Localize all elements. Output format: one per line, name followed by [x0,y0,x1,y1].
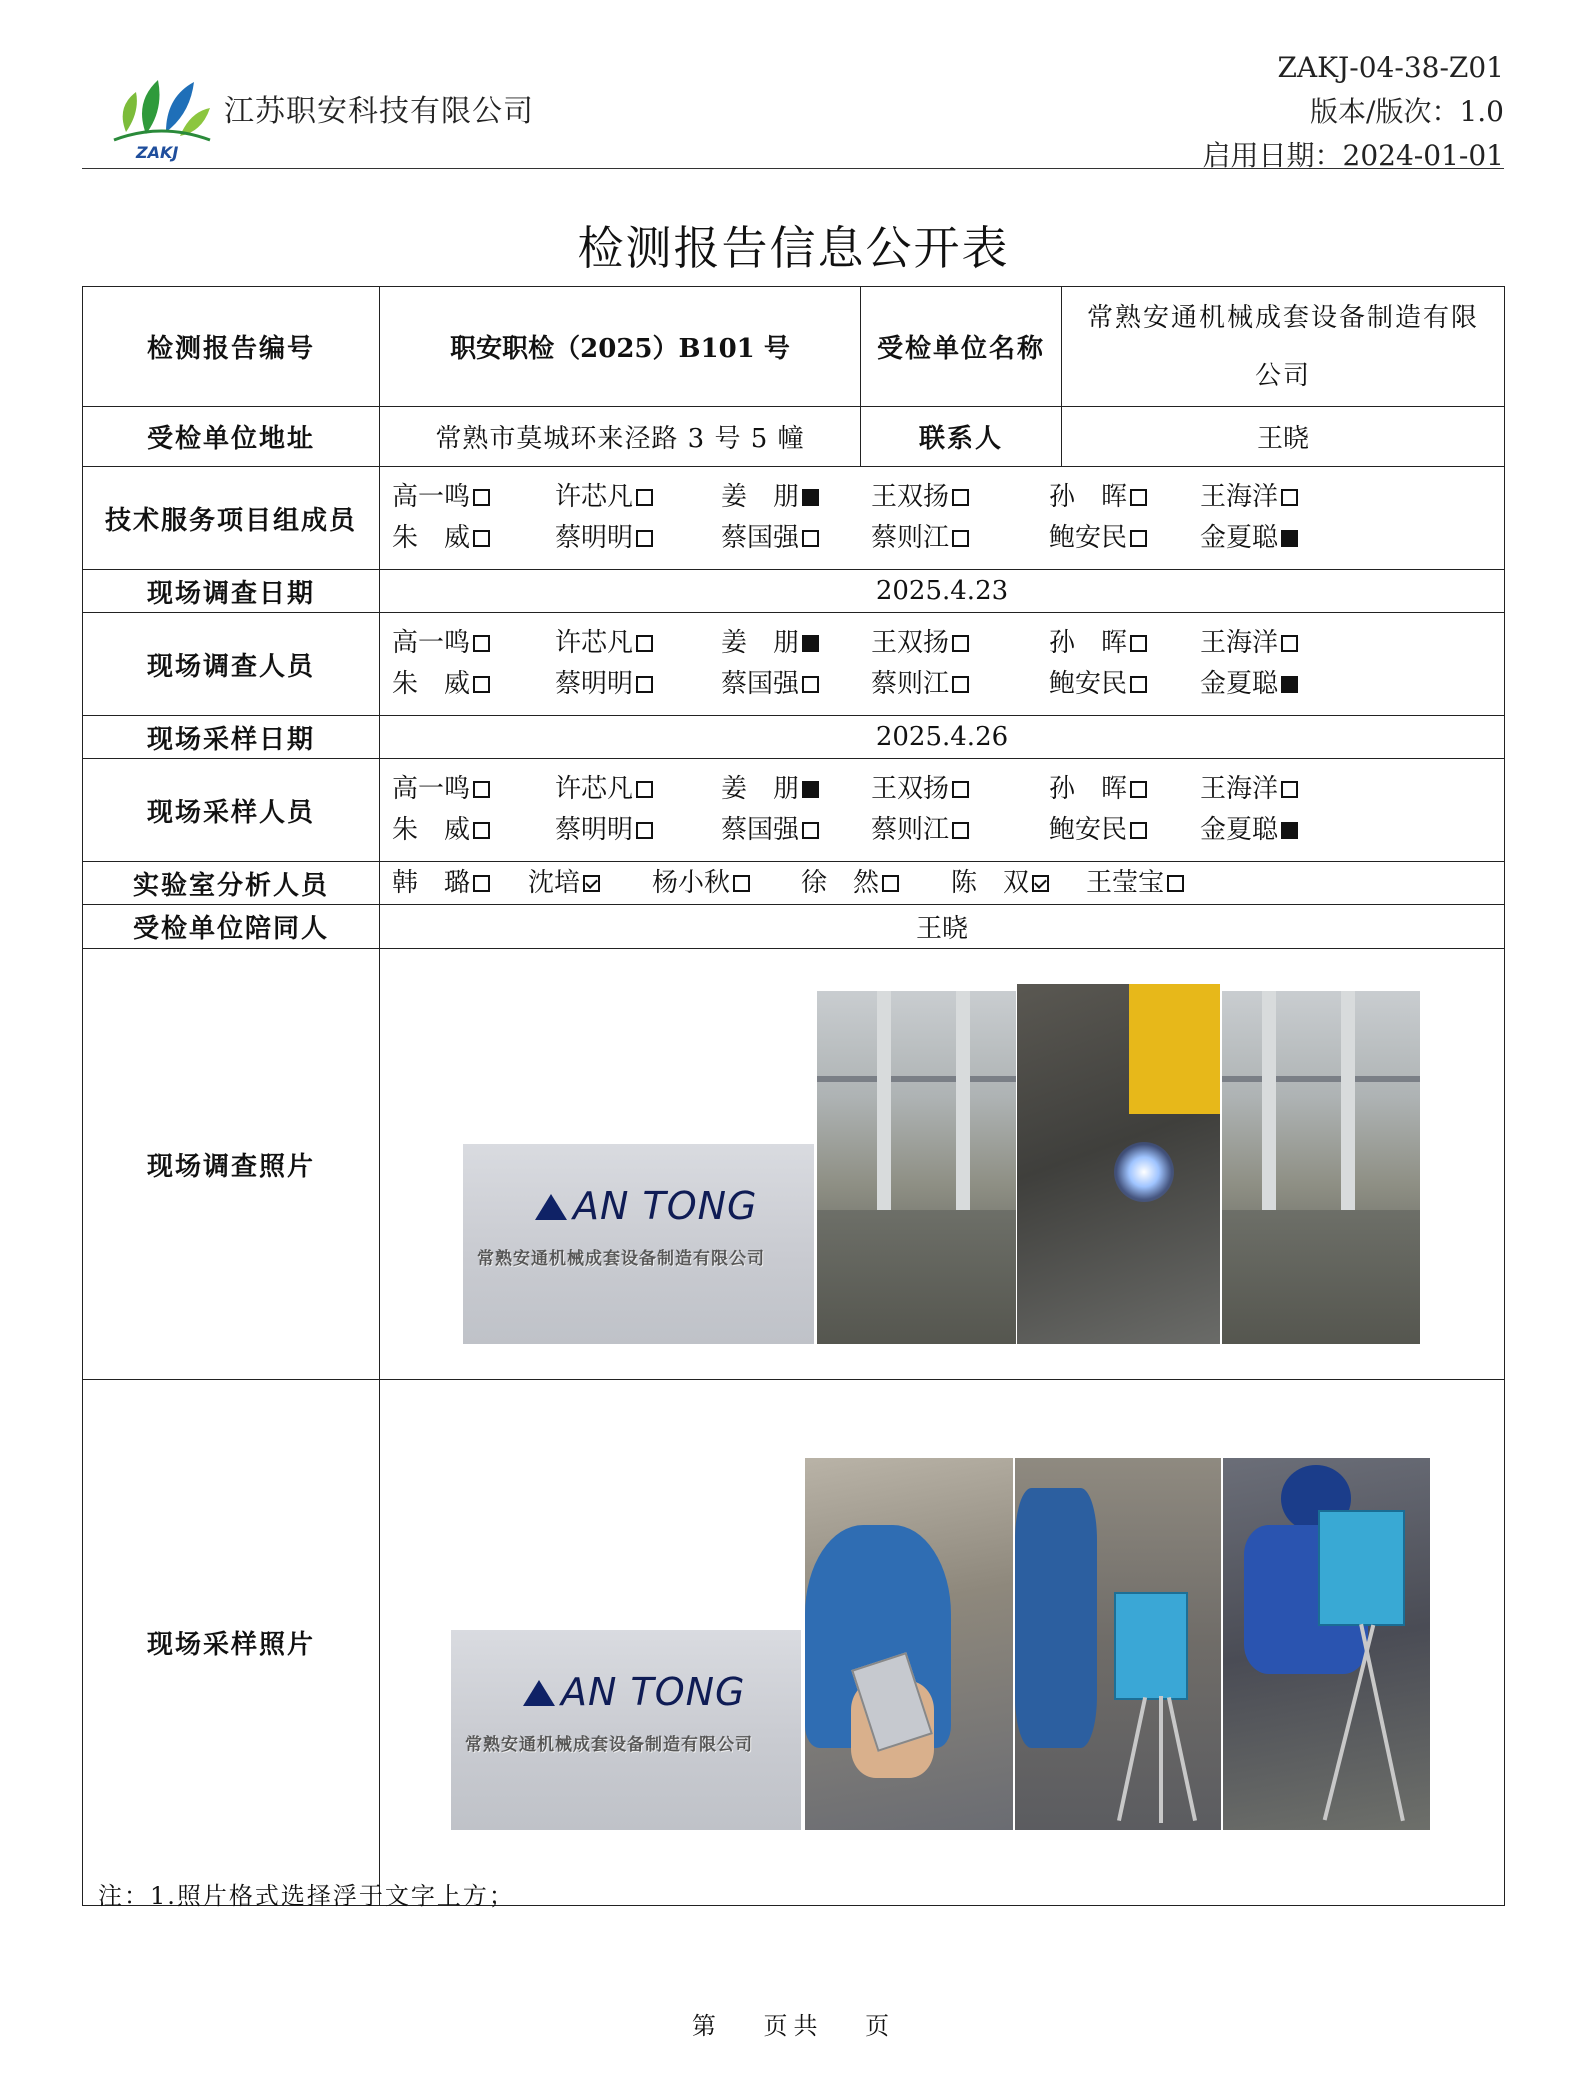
person-name: 杨小秋 [652,868,731,898]
row-survey-photos [83,949,1505,1380]
survey-staff-label: 现场调查人员 [83,613,380,716]
empty-checkbox-icon [1281,489,1298,506]
empty-checkbox-icon [1130,489,1147,506]
empty-checkbox-icon [473,822,490,839]
person-entry [392,863,528,903]
person-name: 姜 朋 [721,628,800,658]
person-entry [392,664,555,705]
report-no-value: 职安职检（2025）B101 号 [380,287,861,407]
person-name: 孙 晖 [1049,482,1128,512]
survey-photo-workshop-1 [817,991,1016,1344]
person-entry [871,518,1049,559]
person-name: 许芯凡 [555,628,634,658]
empty-checkbox-icon [636,822,653,839]
sign-brand-text: AN TONG [573,1184,758,1228]
sampling-photo-sampler-1 [1015,1458,1221,1830]
lab-staff-label: 实验室分析人员 [83,862,380,905]
person-name: 孙 晖 [1049,628,1128,658]
person-name: 蔡国强 [721,669,800,699]
person-entry [392,477,555,518]
logo-text: ZAKJ [136,143,179,162]
empty-checkbox-icon [1281,781,1298,798]
checked-checkbox-icon [1032,875,1049,892]
person-entry [721,664,871,705]
empty-checkbox-icon [473,676,490,693]
person-name: 蔡国强 [721,815,800,845]
person-name: 徐 然 [801,868,880,898]
row-report-no [83,287,1505,407]
unit-name-line2: 公司 [1254,360,1311,391]
empty-checkbox-icon [473,489,490,506]
row-sampling-date [83,716,1505,759]
address-value: 常熟市莫城环来泾路 3 号 5 幢 [380,407,861,467]
document-meta [1203,46,1504,178]
people-row [392,863,1504,903]
person-entry [721,477,871,518]
person-name: 朱 威 [392,523,471,553]
survey-photo-workshop-2 [1222,991,1420,1344]
empty-checkbox-icon [1167,875,1184,892]
unit-name-line1: 常熟安通机械成套设备制造有限 [1086,302,1479,333]
person-entry [1049,477,1200,518]
sampling-date-label: 现场采样日期 [83,716,380,759]
person-entry [555,664,721,705]
person-name: 蔡明明 [555,815,634,845]
person-entry [871,664,1049,705]
person-name: 蔡国强 [721,523,800,553]
survey-staff-members [380,613,1505,716]
person-name: 孙 晖 [1049,774,1128,804]
doc-version: 版本/版次：1.0 [1310,95,1504,128]
people-row [392,518,1504,559]
brand-triangle-icon [535,1194,567,1220]
company-logo [106,62,216,162]
filled-checkbox-icon [802,781,819,798]
sign-subtitle-text: 常熟安通机械成套设备制造有限公司 [465,1735,753,1755]
page-foot-b: 页共 [763,2012,824,2040]
person-entry [1200,518,1340,559]
person-entry [652,863,801,903]
person-name: 蔡明明 [555,523,634,553]
person-entry [555,810,721,851]
person-entry [721,769,871,810]
page-number-footer [0,2006,1587,2041]
person-entry [871,623,1049,664]
row-survey-staff [83,613,1505,716]
person-entry [1200,810,1340,851]
people-row [392,477,1504,518]
person-name: 王双扬 [871,774,950,804]
person-entry [1049,623,1200,664]
sign-brand-text: AN TONG [561,1670,746,1714]
row-sampling-photos [83,1380,1505,1906]
page-foot-c: 页 [865,2012,896,2040]
person-name: 鲍安民 [1049,523,1128,553]
person-name: 蔡则江 [871,669,950,699]
empty-checkbox-icon [952,676,969,693]
person-entry [871,810,1049,851]
sampling-photo-sampler-2 [1223,1458,1430,1830]
address-label: 受检单位地址 [83,407,380,467]
person-name: 韩 璐 [392,868,471,898]
row-team [83,467,1505,570]
person-entry [555,518,721,559]
survey-photo-welding [1017,984,1220,1344]
sampling-photo-sign [451,1630,801,1830]
person-entry [1049,810,1200,851]
survey-photos-label: 现场调查照片 [83,949,380,1380]
empty-checkbox-icon [473,530,490,547]
row-lab-staff [83,862,1505,905]
people-row [392,810,1504,851]
person-entry [871,477,1049,518]
person-entry [528,863,652,903]
page-header [82,40,1504,170]
person-entry [555,477,721,518]
empty-checkbox-icon [1281,635,1298,652]
person-entry [801,863,951,903]
person-name: 鲍安民 [1049,815,1128,845]
person-name: 王莹宝 [1086,868,1165,898]
empty-checkbox-icon [802,822,819,839]
sign-subtitle-text: 常熟安通机械成套设备制造有限公司 [477,1249,765,1269]
person-entry [392,769,555,810]
person-entry [1049,769,1200,810]
empty-checkbox-icon [636,781,653,798]
person-name: 许芯凡 [555,482,634,512]
person-name: 高一鸣 [392,628,471,658]
team-label: 技术服务项目组成员 [83,467,380,570]
page-foot-a: 第 [691,2012,722,2040]
empty-checkbox-icon [882,875,899,892]
empty-checkbox-icon [473,635,490,652]
person-name: 金夏聪 [1200,669,1279,699]
person-entry [1200,769,1340,810]
empty-checkbox-icon [636,530,653,547]
person-name: 金夏聪 [1200,523,1279,553]
person-entry [392,518,555,559]
team-members [380,467,1505,570]
person-name: 姜 朋 [721,774,800,804]
person-name: 蔡则江 [871,815,950,845]
person-name: 朱 威 [392,815,471,845]
person-name: 蔡明明 [555,669,634,699]
filled-checkbox-icon [1281,530,1298,547]
survey-date-label: 现场调查日期 [83,570,380,613]
checked-checkbox-icon [583,875,600,892]
person-name: 高一鸣 [392,482,471,512]
brand-triangle-icon [523,1680,555,1706]
people-row [392,769,1504,810]
info-table [82,286,1505,1906]
sampling-staff-label: 现场采样人员 [83,759,380,862]
empty-checkbox-icon [1130,635,1147,652]
empty-checkbox-icon [1130,822,1147,839]
leaf-logo-icon [106,62,216,162]
person-entry [721,518,871,559]
person-name: 许芯凡 [555,774,634,804]
person-entry [392,810,555,851]
empty-checkbox-icon [636,635,653,652]
person-entry [721,810,871,851]
person-name: 鲍安民 [1049,669,1128,699]
empty-checkbox-icon [636,676,653,693]
person-entry [721,623,871,664]
empty-checkbox-icon [473,875,490,892]
empty-checkbox-icon [952,822,969,839]
person-name: 王海洋 [1200,628,1279,658]
person-name: 朱 威 [392,669,471,699]
person-entry [1200,623,1340,664]
person-name: 王双扬 [871,628,950,658]
person-entry [555,623,721,664]
sampling-photo-handheld-meter [805,1458,1013,1830]
contact-label: 联系人 [861,407,1062,467]
survey-date-value: 2025.4.23 [380,570,1505,613]
person-entry [951,863,1086,903]
filled-checkbox-icon [802,635,819,652]
empty-checkbox-icon [636,489,653,506]
row-escort [83,905,1505,949]
person-name: 沈培 [528,868,581,898]
person-entry [1049,664,1200,705]
page-title: 检测报告信息公开表 [577,221,1010,275]
footer-note: 注：1.照片格式选择浮于文字上方； [98,1882,515,1910]
person-name: 蔡则江 [871,523,950,553]
person-entry [392,623,555,664]
row-survey-date [83,570,1505,613]
empty-checkbox-icon [733,875,750,892]
empty-checkbox-icon [1130,530,1147,547]
person-name: 王双扬 [871,482,950,512]
row-address [83,407,1505,467]
sampling-photos [380,1380,1505,1906]
unit-name-label: 受检单位名称 [861,287,1062,407]
filled-checkbox-icon [1281,822,1298,839]
person-name: 高一鸣 [392,774,471,804]
person-name: 金夏聪 [1200,815,1279,845]
doc-effective-date: 启用日期：2024-01-01 [1202,139,1504,172]
survey-photos [380,949,1505,1380]
person-name: 王海洋 [1200,482,1279,512]
person-entry [555,769,721,810]
unit-name-value [1062,287,1505,407]
person-entry [1200,477,1340,518]
person-entry [1086,863,1226,903]
person-entry [871,769,1049,810]
people-row [392,664,1504,705]
escort-label: 受检单位陪同人 [83,905,380,949]
empty-checkbox-icon [952,489,969,506]
filled-checkbox-icon [1281,676,1298,693]
empty-checkbox-icon [1130,676,1147,693]
sampling-staff-members [380,759,1505,862]
doc-code: ZAKJ-04-38-Z01 [1277,51,1504,84]
empty-checkbox-icon [952,635,969,652]
person-name: 姜 朋 [721,482,800,512]
sampling-photos-label: 现场采样照片 [83,1380,380,1906]
person-name: 陈 双 [951,868,1030,898]
empty-checkbox-icon [802,530,819,547]
people-row [392,623,1504,664]
empty-checkbox-icon [802,676,819,693]
header-divider [82,168,1504,169]
lab-staff-members [380,862,1505,905]
empty-checkbox-icon [952,530,969,547]
company-name: 江苏职安科技有限公司 [224,94,534,129]
sampling-date-value: 2025.4.26 [380,716,1505,759]
filled-checkbox-icon [802,489,819,506]
escort-value: 王晓 [380,905,1505,949]
person-entry [1200,664,1340,705]
person-name: 王海洋 [1200,774,1279,804]
survey-photo-sign [463,1144,814,1344]
empty-checkbox-icon [952,781,969,798]
person-entry [1049,518,1200,559]
report-no-label: 检测报告编号 [83,287,380,407]
contact-value: 王晓 [1062,407,1505,467]
row-sampling-staff [83,759,1505,862]
empty-checkbox-icon [473,781,490,798]
empty-checkbox-icon [1130,781,1147,798]
